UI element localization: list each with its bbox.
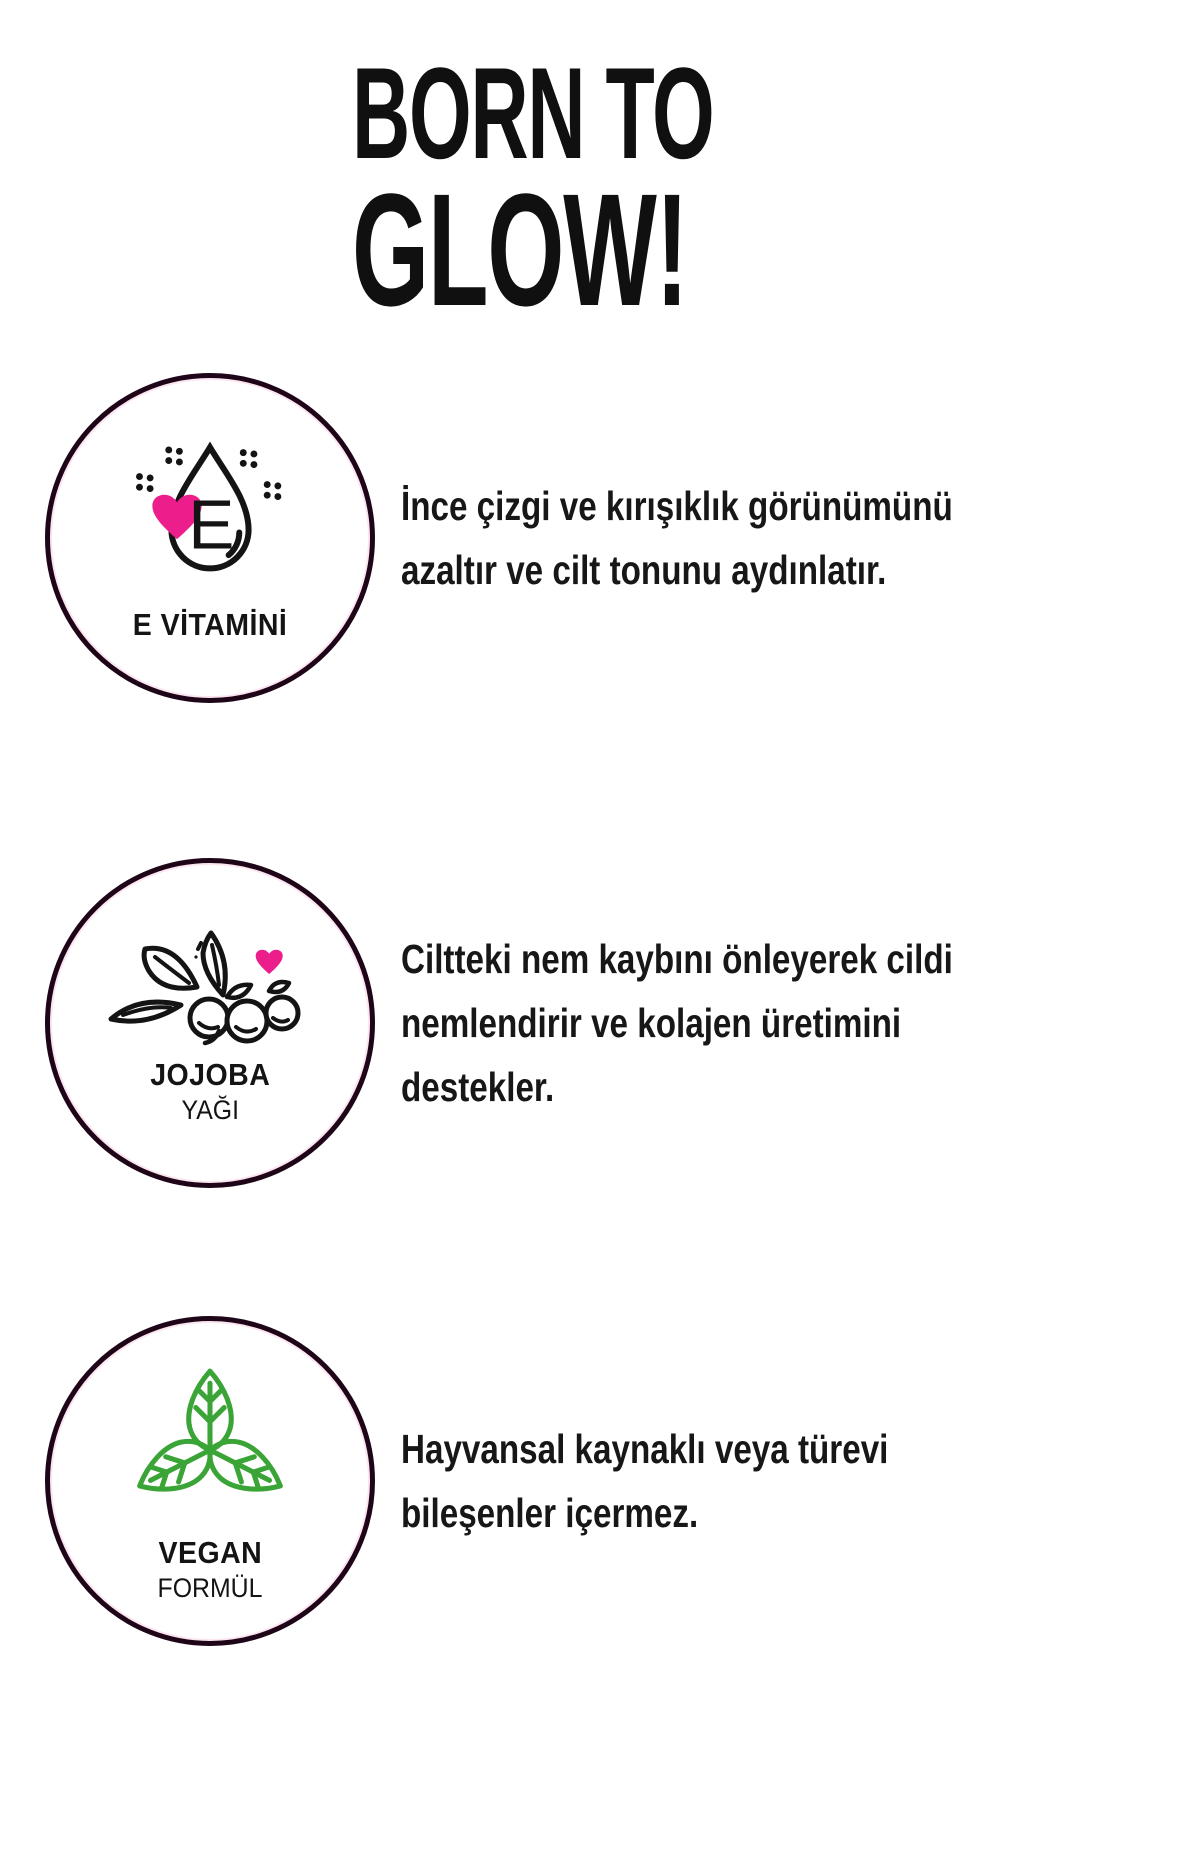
vitamin-e-badge (45, 373, 375, 703)
vitamin-e-letter: E (188, 485, 235, 564)
heart-icon (256, 949, 283, 973)
feature-row-jojoba (0, 858, 1200, 1188)
vegan-badge (45, 1316, 375, 1646)
badge-label-vegan: VEGAN (158, 1534, 262, 1570)
badge-sublabel-vegan: FORMÜL (157, 1572, 263, 1603)
jojoba-plant-icon (104, 921, 316, 1049)
feature-row-vegan (0, 1316, 1200, 1646)
feature-text-vegan (401, 1420, 1003, 1542)
feature-line: destekler. (401, 1064, 555, 1111)
feature-line: Ciltteki nem kaybını önleyerek cildi (401, 935, 953, 982)
feature-line: nemlendirir ve kolajen üretimini (401, 1000, 902, 1047)
vegan-leaves-icon (129, 1359, 291, 1527)
feature-text-vitamin-e (401, 477, 1082, 599)
jojoba-badge (45, 858, 375, 1188)
vitamin-e-droplet-icon (120, 434, 300, 599)
title-line-2: GLOW! (352, 160, 688, 339)
feature-line: İnce çizgi ve kırışıklık görünümünü (401, 482, 953, 529)
badge-label-vitamin-e: E VİTAMİNİ (132, 606, 288, 642)
badge-label-jojoba: JOJOBA (149, 1056, 271, 1092)
feature-line: azaltır ve cilt tonunu aydınlatır. (401, 547, 887, 594)
title-line-1: BORN TO (352, 40, 714, 186)
feature-text-jojoba (401, 930, 1082, 1117)
badge-sublabel-jojoba: YAĞI (181, 1094, 239, 1125)
feature-row-vitamin-e (0, 373, 1200, 703)
feature-line: Hayvansal kaynaklı veya türevi (401, 1425, 889, 1472)
page-title (352, 40, 1200, 339)
feature-line: bileşenler içermez. (401, 1490, 699, 1537)
